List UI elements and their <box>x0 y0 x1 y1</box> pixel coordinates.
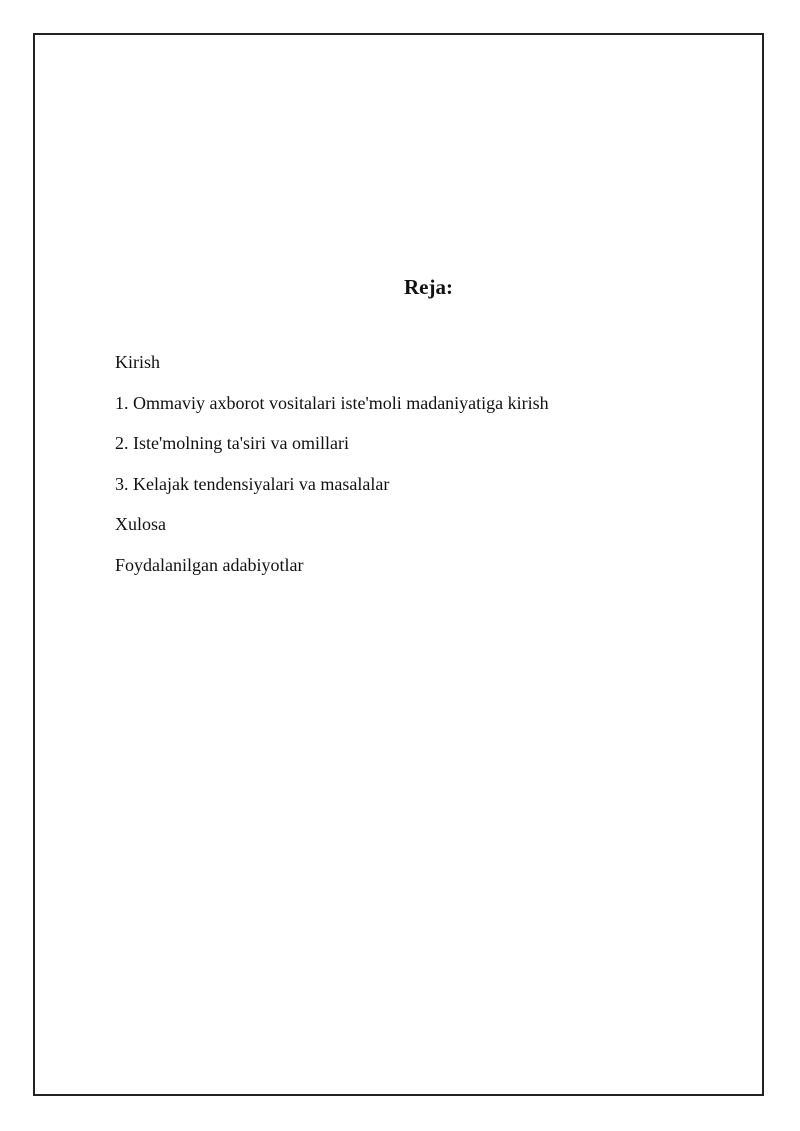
plan-item-3: 3. Kelajak tendensiyalari va masalalar <box>115 473 390 494</box>
plan-item-2: 2. Iste'molning ta'siri va omillari <box>115 433 349 453</box>
plan-item-1: 1. Ommaviy axborot vositalari iste'moli madaniyatiga kirish <box>115 392 549 413</box>
page-title: Reja: <box>404 275 453 299</box>
plan-list <box>115 349 549 592</box>
plan-item-references: Foydalanilgan adabiyotlar <box>115 554 304 575</box>
plan-item-conclusion: Xulosa <box>115 514 166 534</box>
plan-item-introduction: Kirish <box>115 352 160 372</box>
